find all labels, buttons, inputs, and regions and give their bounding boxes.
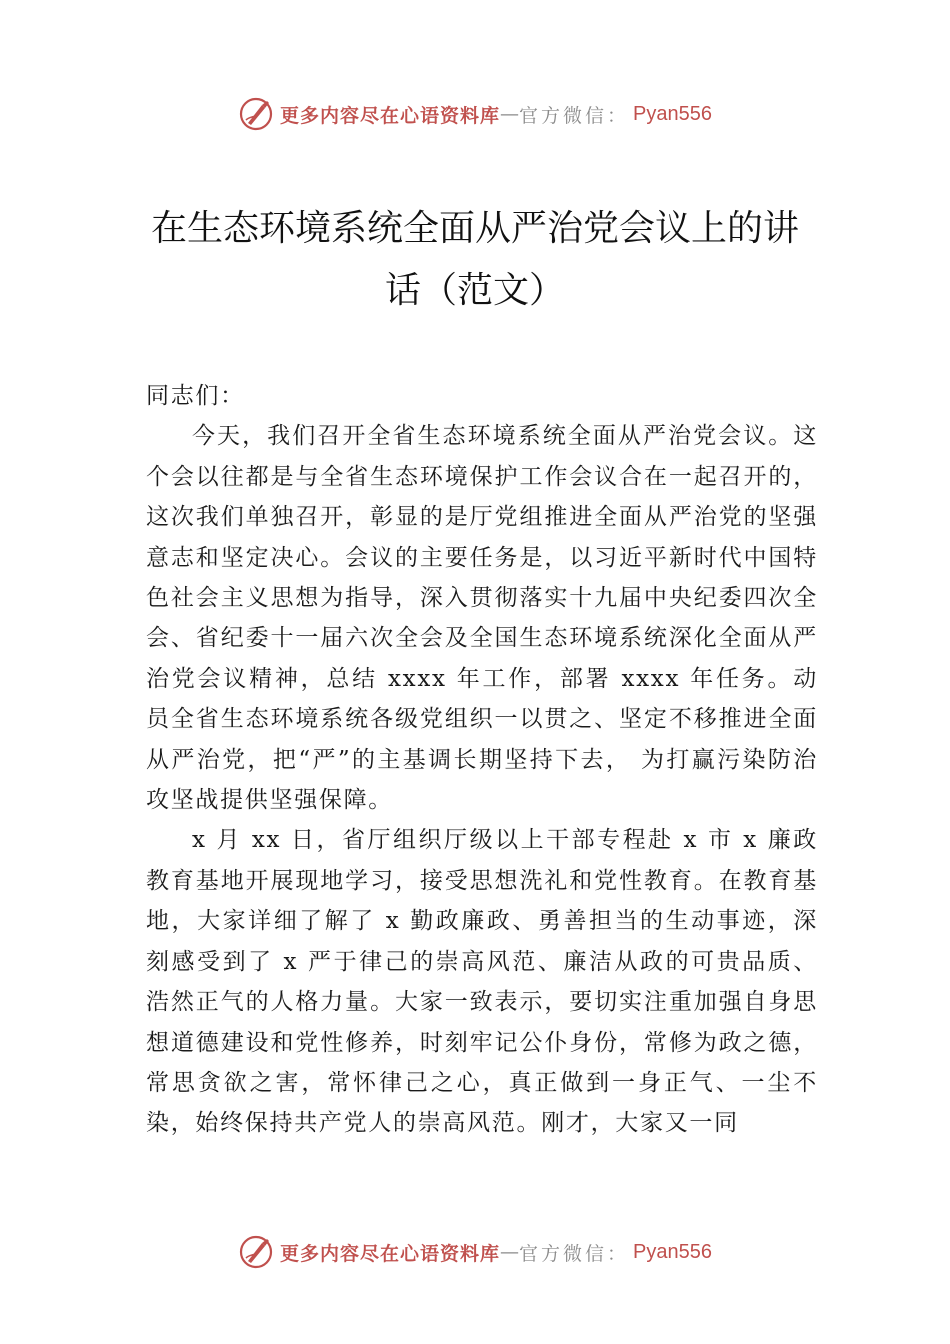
banner-wechat-label: 官方微信：: [519, 1242, 630, 1265]
pen-logo-icon: [238, 1234, 274, 1270]
document-body: [146, 376, 818, 1144]
title-line-2: 话（范文）: [384, 270, 565, 311]
banner-separator: —: [500, 1241, 520, 1263]
header-banner: [0, 94, 950, 134]
salutation: 同志们：: [146, 383, 245, 409]
pen-logo-icon: [238, 96, 274, 132]
paragraph-1: 今天，我们召开全省生态环境系统全面从严治党会议。这个会以往都是与全省生态环境保护工作会议合在一起召开的，这次我们单独召开，彰显的是厅党组推进全面从严治党的坚强意志和坚定决心。会议的主要任务是，以习近平新时代中国特色社会主义思想为指导，深入贯彻落实十九届中央纪委四次全会、省纪委十一届六次全会及全国生态环境系统深化全面从严治党会议精神，总结 xxxx 年工作，部署 xxxx 年任务。动员全省生态环境系统各级党组织一以贯之、坚定不移推进全面从严治党，把“严”的主基调长期坚持下去， 为打赢污染防治攻坚战提供坚强保障。: [146, 423, 818, 814]
banner-brand-text: 更多内容尽在心语资料库: [280, 1242, 501, 1265]
title-line-1: 在生态环境系统全面从严治党会议上的讲: [150, 208, 799, 249]
banner-wechat-id: Pyan556: [633, 1240, 712, 1263]
banner-brand-text: 更多内容尽在心语资料库: [280, 104, 501, 127]
banner-separator: —: [500, 103, 520, 125]
document-title: [130, 198, 820, 322]
footer-banner: [0, 1232, 950, 1272]
banner-wechat-id: Pyan556: [633, 102, 712, 125]
banner-wechat-label: 官方微信：: [519, 104, 630, 127]
paragraph-2: x 月 xx 日，省厅组织厅级以上干部专程赴 x 市 x 廉政教育基地开展现地学习，接受思想洗礼和党性教育。在教育基地，大家详细了解了 x 勤政廉政、勇善担当的生动事迹，深刻感受到了 x 严于律己的崇高风范、廉洁从政的可贵品质、浩然正气的人格力量。大家一致表示，要切实注重加强自身思想道德建设和党性修养，时刻牢记公仆身份，常修为政之德，常思贪欲之害，常怀律己之心，真正做到一身正气、一尘不染，始终保持共产党人的崇高风范。刚才，大家又一同: [146, 827, 818, 1137]
